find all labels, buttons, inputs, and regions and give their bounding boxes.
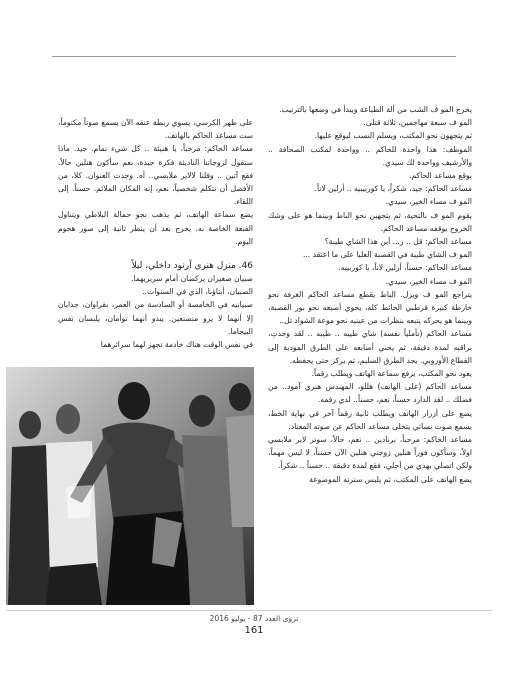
paragraph: يضع على أزرار الهاتف ويطلب ثانية رقماً آخر في نهاية الخط، يسمع صوت نسائي يتخلى مساعد الحاكم عن صوته المعتاد. (268, 408, 472, 431)
top-divider (52, 56, 456, 57)
paragraph: يضع الهاتف على المكتب، ثم يلبس سترته الموضوعة (309, 474, 472, 484)
paragraph: مساعد الحاكم: مرحباً، يا هنيئة .. كل شيء تمام. جيد. ماذا ستقول لزوجاتنا الناديئة فكرة جيدة، نعم سأكون هنلين حالاً. فقع آتين .. وقلنا لالاير ملابسي.. أه. وجدت العنوان. كلا، من الأفضل أن نتكلم شخصياً، نعم، إنه المكان الملائم. حسناً. إلى اللقاء. (58, 144, 253, 207)
film-still-drawing (6, 367, 254, 605)
paragraph: يتراجع المو ف ويزل. الباط يقطع مساعد الحاكم الغرفة نحو خارطة كبيرة قرطبي الحائط كله، يحوي أصبعه نحو بور القصبة، وبينما هو يحركه يتبعه بنظرات من عينيه نحو موعة الشواذ ثل.. (268, 289, 472, 326)
paragraph: مساعد الحاكم (على الهاتف) هللو، المهندس هنري آمود.. من فضلك .. لقد الدارد حسناً، نعم، حسناً.. لدي رقمه. (268, 382, 472, 405)
paragraph: في نفس الوقت هناك خادمة تجهز لهما سرائرهما (100, 340, 253, 350)
paragraph: مساعد الحاكم: مرحباً، برنادين .. نعم، حالاً، سوتر لاير ملابسي اولاً، وسأكون فوراً هنلين زوجتي هنلين الآن حسناً، لا ليس مهماً، ولكن اتصلي بهدي من أجلي، فقع لمدة دقيقة .. حسناً .. شكراً. (268, 435, 472, 471)
film-still-photo (6, 367, 254, 605)
paragraph: على ظهر الكرسي، يسوي ربطة عنقه الآن يسمع صوتاً مكتوماً، ست مساعد الحاكم بالهاتف. (58, 118, 253, 141)
paragraph: مساعد الحاكم: حسناً، أرلين لاناً، يا كوربيبه. (338, 263, 472, 273)
paragraph: يوقع مساعد الحاكم. (409, 171, 472, 181)
scene-heading: 46. منزل هنري آرنود داخلي، ليلاً (131, 261, 253, 272)
paragraph: المو ف مساء الخير، سيدي. (385, 276, 472, 286)
paragraph: يقوم المو ف بالتحية، ثم يتجهين نحو الباط وبينما هو على وشك الخروج يوقفه مساعد الحاكم. (268, 210, 472, 233)
paragraph: مساعد الحاكم: قل .. ر... أين هذا الشاي طيبة؟ (324, 237, 472, 247)
paragraph: المو ف مساء الخير، سيدي. (385, 197, 472, 207)
text-column-left (58, 116, 253, 351)
paragraph: المو ف الشاي طيبة في القصبة العليا على ما اعتقد ... (302, 250, 472, 260)
footer-divider (6, 610, 492, 611)
paragraph: الصبيان، أبناؤنا، الذي في السنوات.. (142, 287, 253, 297)
issue-footer: نزوى العدد 87 - يوليو 2016 (209, 614, 299, 623)
paragraph: مساعد الحاكم (تأملياً نفسه) شاي طيبه .. طيبه .. لقد وجدتِ، يراقبه لمدة دقيقة، ثم يحني أصابعه على الطرق المودية إلى القطاع الأوروبي. يجد الطرق السليم، ثم يركز حتى يحفظه. (268, 329, 472, 365)
paragraph: مساعد الحاكم: جيد، شكراً، يا كوربيبيه .. أرلين لاناً. (314, 184, 472, 194)
paragraph: صبيانيه في الخامسة أو السادسة من العمر، بقراوان، جذابان إلا أنهما لا يرو متصنعين. يبدو أنهما توأمان، يلبسان نفس البيجاما. (58, 300, 253, 336)
paragraph: صبيان صغيران يركضان أمام سريريهما. (130, 274, 253, 284)
paragraph: الموظف: هذا واحدة للحاكم .. وواحدة لمكتب الصحافة .. والأرشيف وواحدة لك سيدي. (268, 144, 472, 167)
text-column-right (268, 103, 472, 486)
paragraph: يخرج المو ف الشب من ألة الطباعة ويبدأ في وضعها بالترتيب. (279, 105, 472, 114)
page-number: 161 (244, 625, 264, 636)
paragraph: يضع سماعة الهاتف، ثم يذهب نحو حمالة البلاطي ويتناول القبعة الخاصة به. يخرج بعد أن ينظر ثانية إلى صور هجوم اليوم. (58, 210, 253, 246)
paragraph: يعود نحو المكتب، يرفع سماعة الهاتف ويطلب رقماً. (311, 369, 472, 379)
paragraph: ثم يتجهون نحو المكتب، ويسلم النسب ليوقع عليها. (314, 131, 472, 141)
paragraph: المو ف سبعة مهاجمين، ثلاثة قتلى. (363, 118, 472, 128)
